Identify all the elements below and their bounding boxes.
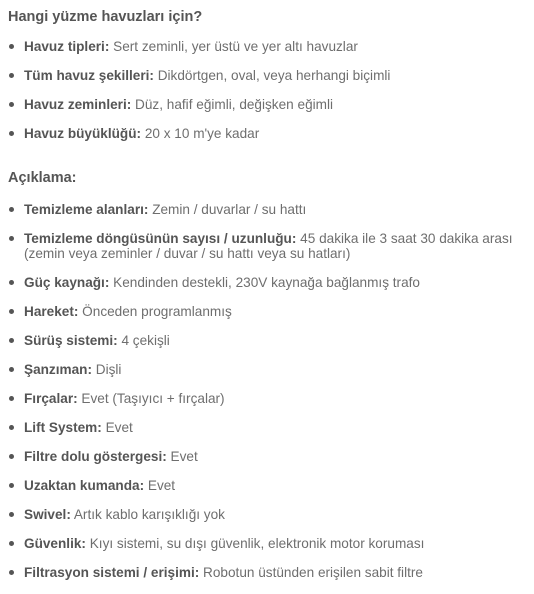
item-label: Hareket: [24, 304, 79, 319]
item-value: Kıyı sistemi, su dışı güvenlik, elektronik motor koruması [85, 536, 425, 551]
bullet-icon [9, 280, 14, 285]
bullet-icon [9, 73, 14, 78]
item-value: Düz, hafif eğimli, değişken eğimli [131, 97, 334, 112]
item-value: Önceden programlanmış [78, 304, 232, 319]
item-label: Fırçalar: [24, 391, 78, 406]
item-value: Evet (Taşıyıcı + fırçalar) [77, 391, 225, 406]
list-item [8, 97, 530, 112]
list-item [8, 202, 530, 217]
item-value: Evet [144, 478, 176, 493]
section-heading-pool-types: Hangi yüzme havuzları için? [8, 9, 203, 25]
list-item [8, 126, 530, 141]
list-item [8, 536, 530, 551]
pool-types-list [8, 39, 530, 141]
item-label: Güvenlik: [24, 536, 86, 551]
bullet-icon [9, 541, 14, 546]
item-value: Artık kablo karışıklığı yok [70, 507, 225, 522]
product-description [8, 5, 530, 594]
item-value: 20 x 10 m'ye kadar [141, 126, 260, 141]
bullet-icon [9, 367, 14, 372]
list-item [8, 68, 530, 83]
bullet-icon [9, 454, 14, 459]
list-item [8, 449, 530, 464]
item-label: Filtrasyon sistemi / erişimi: [24, 565, 200, 580]
bullet-icon [9, 570, 14, 575]
bullet-icon [9, 44, 14, 49]
bullet-icon [9, 483, 14, 488]
item-label: Şanzıman: [24, 362, 92, 377]
list-item [8, 420, 530, 435]
bullet-icon [9, 102, 14, 107]
item-value: Dikdörtgen, oval, veya herhangi biçimli [153, 68, 391, 83]
list-item [8, 565, 530, 580]
list-item [8, 275, 530, 290]
list-item [8, 231, 530, 261]
item-label: Uzaktan kumanda: [24, 478, 145, 493]
item-label: Filtre dolu göstergesi: [24, 449, 167, 464]
item-label: Havuz zeminleri: [24, 97, 132, 112]
list-item [8, 39, 530, 54]
item-value: Kendinden destekli, 230V kaynağa bağlanmış trafo [109, 275, 420, 290]
item-value: Evet [166, 449, 198, 464]
item-value: 4 çekişli [117, 333, 170, 348]
section-heading-description: Açıklama: [8, 170, 77, 186]
item-label: Havuz büyüklüğü: [24, 126, 142, 141]
bullet-icon [9, 425, 14, 430]
bullet-icon [9, 512, 14, 517]
item-label: Temizleme alanları: [24, 202, 149, 217]
bullet-icon [9, 207, 14, 212]
list-item [8, 304, 530, 319]
list-item [8, 362, 530, 377]
item-value: Zemin / duvarlar / su hattı [148, 202, 307, 217]
item-label: Güç kaynağı: [24, 275, 110, 290]
item-value: Evet [101, 420, 133, 435]
bullet-icon [9, 396, 14, 401]
item-value: Dişli [91, 362, 122, 377]
item-label: Havuz tipleri: [24, 39, 110, 54]
item-value: Robotun üstünden erişilen sabit filtre [199, 565, 423, 580]
item-label: Tüm havuz şekilleri: [24, 68, 154, 83]
list-item [8, 333, 530, 348]
description-list [8, 202, 530, 580]
item-value: Sert zeminli, yer üstü ve yer altı havuzlar [109, 39, 358, 54]
item-label: Temizleme döngüsünün sayısı / uzunluğu: [24, 231, 297, 246]
bullet-icon [9, 338, 14, 343]
list-item [8, 391, 530, 406]
list-item [8, 507, 530, 522]
item-label: Swivel: [24, 507, 71, 522]
bullet-icon [9, 236, 14, 241]
list-item [8, 478, 530, 493]
bullet-icon [9, 131, 14, 136]
item-value: 45 dakika ile 3 saat 30 dakika arası (zemin veya zeminler / duvar / su hattı veya su hatları) [24, 231, 513, 261]
item-label: Sürüş sistemi: [24, 333, 118, 348]
item-label: Lift System: [24, 420, 102, 435]
bullet-icon [9, 309, 14, 314]
